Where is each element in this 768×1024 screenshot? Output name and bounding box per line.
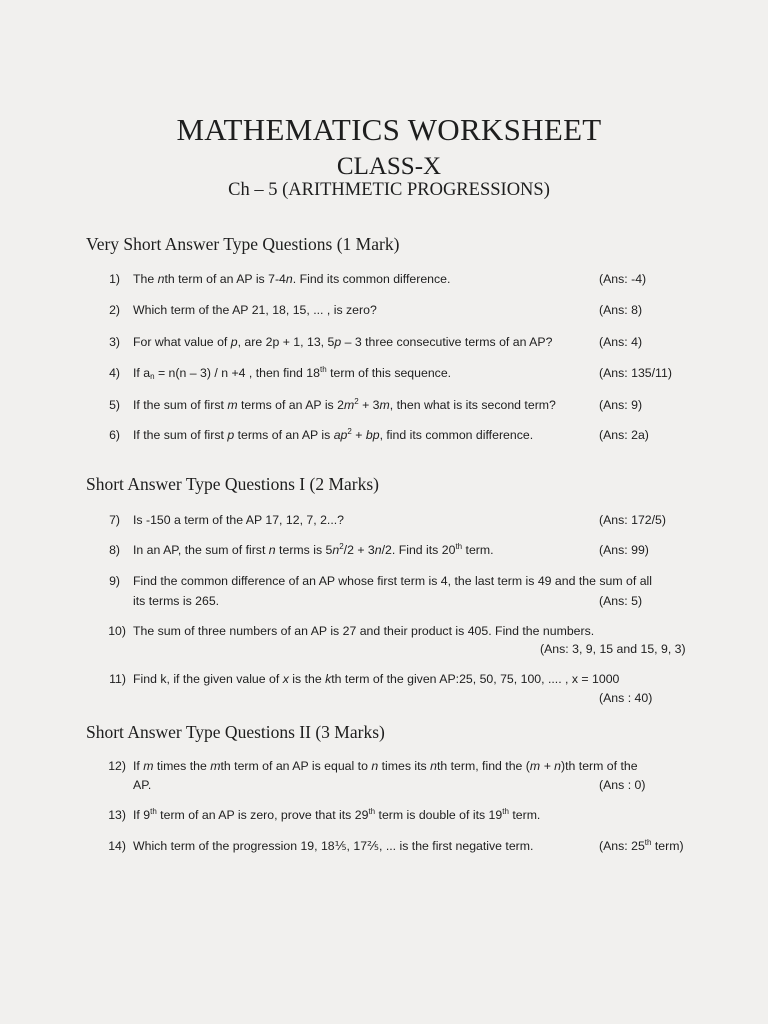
question-text-continued: its terms is 265. <box>133 594 220 608</box>
question-number: 5) <box>109 398 120 412</box>
question-text: Find the common difference of an AP whose first term is 4, the last term is 49 and the sum of all <box>133 574 652 588</box>
answer: (Ans: 2a) <box>599 428 649 442</box>
answer: (Ans: -4) <box>599 272 647 286</box>
answer: (Ans: 9) <box>599 398 643 412</box>
worksheet-title: MATHEMATICS WORKSHEET <box>176 112 602 147</box>
answer: (Ans: 135/11) <box>599 366 672 380</box>
question-text: The nth term of an AP is 7-4n. Find its common difference. <box>133 272 451 286</box>
question-text: If m times the mth term of an AP is equal to n times its nth term, find the (m + n)th term of the <box>133 759 638 773</box>
question-number: 6) <box>109 428 120 442</box>
section-heading-short-ii: Short Answer Type Questions II (3 Marks) <box>86 722 385 742</box>
answer: (Ans : 40) <box>599 691 653 705</box>
question-number: 13) <box>108 808 126 822</box>
question-text: In an AP, the sum of first n terms is $5n^2/2 + 3n/2$. Find its 20th term. <box>133 542 494 557</box>
question-text: The sum of three numbers of an AP is 27 and their product is 405. Find the numbers. <box>133 624 595 638</box>
answer: (Ans : 0) <box>599 778 646 792</box>
question-number: 1) <box>109 272 120 286</box>
question-text: If $a_n = n(n - 3) / n +4$ , then find 18th term of this sequence. <box>133 365 452 381</box>
answer: (Ans: 172/5) <box>599 513 666 527</box>
question-number: 8) <box>109 543 120 557</box>
question-number: 2) <box>109 303 120 317</box>
question-text: Which term of the AP 21, 18, 15, ... , is zero? <box>133 303 377 317</box>
answer: (Ans: 99) <box>599 543 649 557</box>
question-text-continued: AP. <box>133 778 152 792</box>
question-number: 7) <box>109 513 120 527</box>
chapter-heading: Ch – 5 (ARITHMETIC PROGRESSIONS) <box>228 180 550 200</box>
question-number: 12) <box>108 759 126 773</box>
question-number: 14) <box>108 839 126 853</box>
question-number: 9) <box>109 574 120 588</box>
question-text: Which term of the progression 19, 18⅕, 17⅖, ... is the first negative term. <box>133 839 534 853</box>
class-heading: CLASS-X <box>336 153 442 180</box>
question-number: 10) <box>108 624 126 638</box>
section-heading-short-i: Short Answer Type Questions I (2 Marks) <box>86 474 380 494</box>
question-text: If the sum of first p terms of an AP is $ap^2$ + bp, find its common difference. <box>133 427 534 442</box>
question-text: If the sum of first m terms of an AP is $2m^2 + 3m$, then what is its second term? <box>133 397 556 412</box>
question-number: 3) <box>109 335 120 349</box>
section-heading-very-short: Very Short Answer Type Questions (1 Mark) <box>86 234 400 254</box>
question-number: 11) <box>109 672 126 686</box>
answer: (Ans: 8) <box>599 303 643 317</box>
question-text: For what value of p, are 2p + 1, 13, 5p – 3 three consecutive terms of an AP? <box>133 335 553 349</box>
question-text: Find k, if the given value of x is the kth term of the given AP:25, 50, 75, 100, .... , x = 1000 <box>133 672 620 686</box>
question-number: 4) <box>109 366 120 380</box>
answer: (Ans: 5) <box>599 594 643 608</box>
answer: (Ans: 25th term) <box>599 838 684 853</box>
question-text: If 9th term of an AP is zero, prove that its 29th term is double of its 19th term. <box>133 807 541 822</box>
answer: (Ans: 3, 9, 15 and 15, 9, 3) <box>540 642 686 656</box>
answer: (Ans: 4) <box>599 335 643 349</box>
question-text: Is -150 a term of the AP 17, 12, 7, 2...? <box>133 513 344 527</box>
